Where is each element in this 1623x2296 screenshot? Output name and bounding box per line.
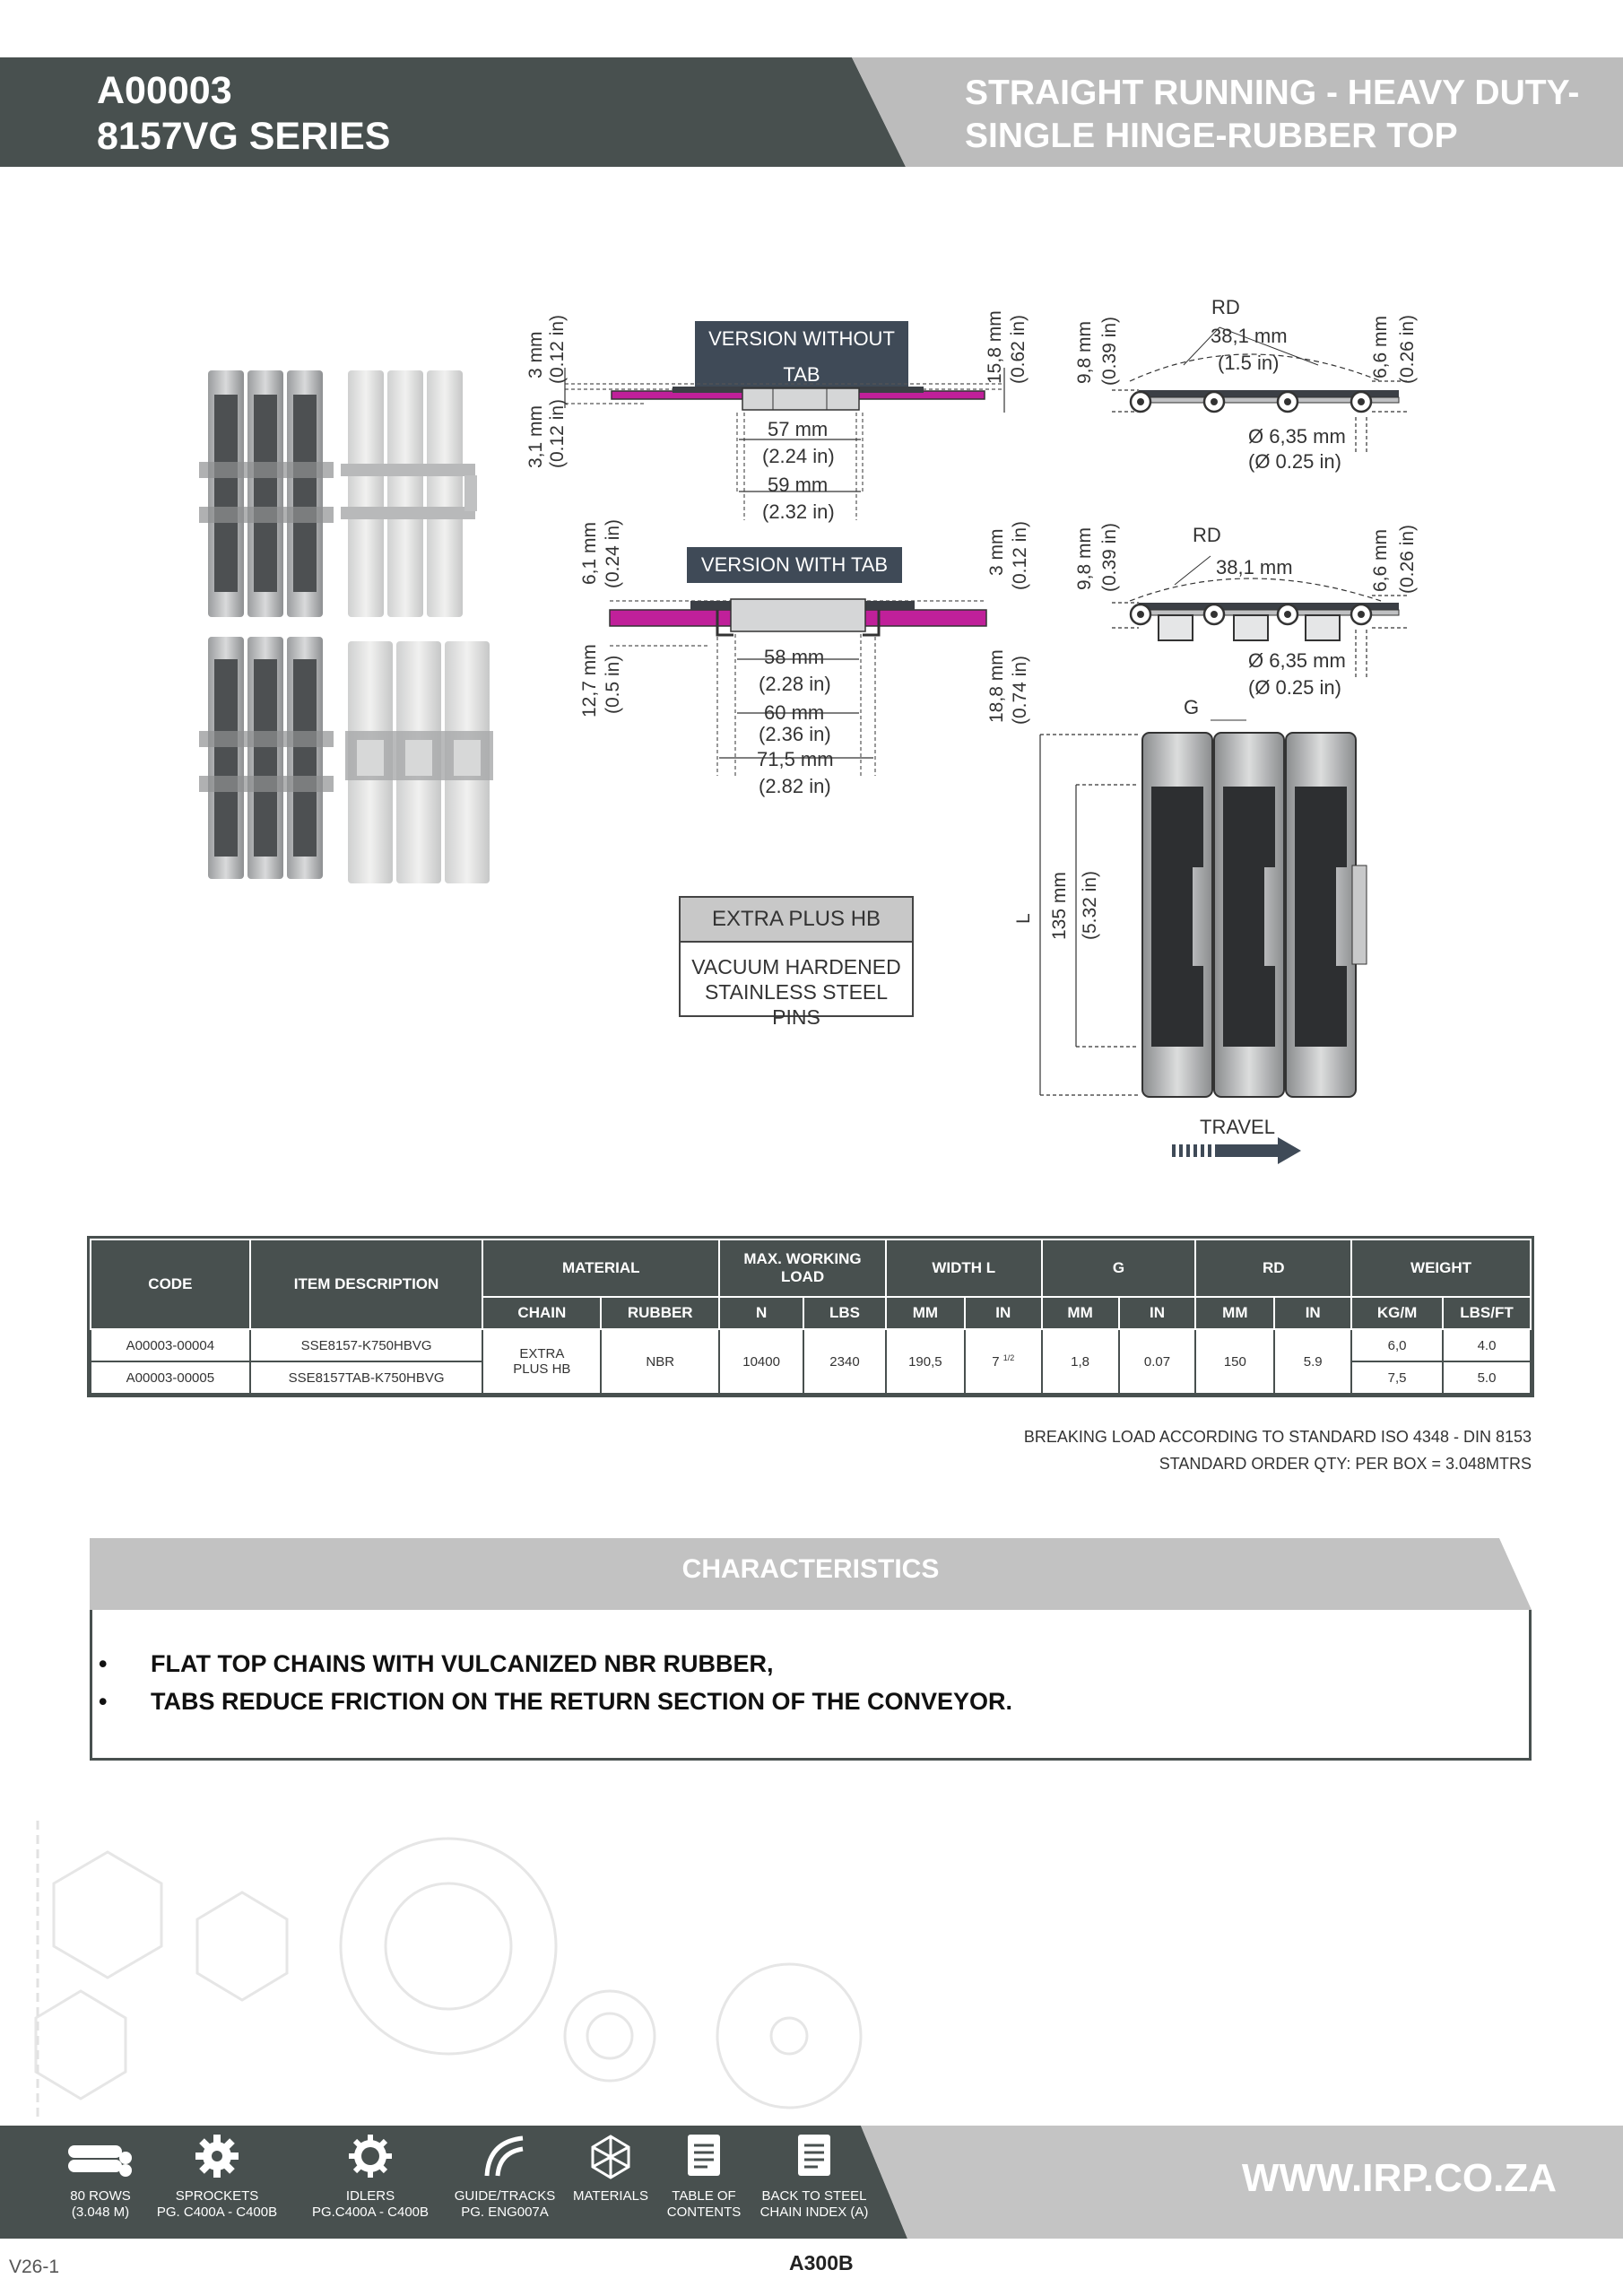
cell-rd-in: 5.9 [1274,1329,1351,1394]
pitch-38-1mm-top: 38,1 mm [1211,325,1288,347]
cell-chain: EXTRA PLUS HB [482,1329,601,1394]
footer-item-guides[interactable]: GUIDE/TRACKS PG. ENG007A [442,2133,568,2221]
dim-6-6mm-mid: 6,6 mm [1370,528,1391,592]
cell-kgm: 7,5 [1351,1361,1443,1394]
th-lbsft: LBS/FT [1443,1297,1531,1329]
idler-icon [347,2133,394,2179]
th-rubber: RUBBER [601,1297,719,1329]
dim-58mm: 58 mm [764,646,825,668]
th-n: N [719,1297,803,1329]
photo-underside-with-tab [345,641,493,883]
sprocket-icon [194,2133,240,2179]
travel-label: TRAVEL [1200,1116,1275,1138]
th-rd: RD [1195,1239,1351,1297]
characteristic-text: TABS REDUCE FRICTION ON THE RETURN SECTION OF THE CONVEYOR. [151,1688,1013,1715]
table-header-row-1 [91,1239,1531,1297]
pin-diameter-top-in: (Ø 0.25 in) [1248,450,1341,473]
extra-plus-line-2: STAINLESS STEEL PINS [704,980,889,1029]
dim-15-8mm-in: (0.62 in) [1008,314,1028,384]
bullet-icon: • [99,1688,108,1715]
dim-9-8mm-mid-in: (0.39 in) [1099,522,1120,592]
th-max-load: MAX. WORKING LOAD [719,1239,886,1297]
chain-photos [197,363,502,883]
dim-71-5mm-in: (2.82 in) [759,775,831,797]
series-name: 8157VG SERIES [97,115,391,158]
spec-table [90,1239,1532,1395]
characteristics-title: CHARACTERISTICS [681,1554,940,1584]
dim-3mm-top: 3 mm [525,331,546,378]
footer-item-idlers[interactable]: IDLERS PG.C400A - C400B [308,2133,433,2221]
version-label: V26-1 [9,2257,60,2277]
dim-6-1mm-in: (0.24 in) [603,518,623,588]
footer-item-rows[interactable]: 80 ROWS (3.048 M) [38,2133,163,2221]
travel-arrow-icon [1170,1137,1305,1164]
th-kgm: KG/M [1351,1297,1443,1329]
th-lbs: LBS [803,1297,886,1329]
footer-item-sprockets[interactable]: SPROCKETS PG. C400A - C400B [154,2133,280,2221]
rollers-icon [65,2133,136,2179]
extra-plus-title: EXTRA PLUS HB [681,898,912,943]
th-g-mm: MM [1042,1297,1119,1329]
extra-plus-line-1: VACUUM HARDENED [691,955,901,978]
th-code: CODE [91,1239,250,1329]
document-icon [794,2133,834,2179]
cell-item: SSE8157TAB-K750HBVG [250,1361,483,1394]
dim-59mm: 59 mm [768,474,829,496]
title-line-1: STRAIGHT RUNNING - HEAVY DUTY- [965,74,1580,112]
photo-underside-no-tab [341,370,477,617]
header-title-block [965,72,1579,158]
dim-60mm-in: (2.36 in) [759,723,831,745]
th-width-in: IN [965,1297,1042,1329]
footer-item-materials[interactable]: MATERIALS [548,2133,673,2205]
dim-6-1mm: 6,1 mm [579,521,600,585]
rd-label-top: RD [1211,296,1240,318]
footer-item-back-to-index[interactable]: BACK TO STEEL CHAIN INDEX (A) [751,2133,877,2221]
dim-57mm-in: (2.24 in) [762,445,835,467]
materials-icon [587,2133,634,2179]
l-label: L [1013,913,1034,924]
background-gears-decoration [0,1812,986,2121]
note-order-qty: STANDARD ORDER QTY: PER BOX = 3.048MTRS [1159,1455,1532,1473]
page-code: A300B [789,2251,854,2274]
dim-18-8mm-in: (0.74 in) [1010,655,1030,725]
pin-diameter-mid-in: (Ø 0.25 in) [1248,676,1341,699]
website-link[interactable]: WWW.IRP.CO.ZA [1241,2156,1557,2200]
dim-3-1mm-in: (0.12 in) [547,398,568,468]
dim-3mm-mid-in: (0.12 in) [1010,520,1030,590]
th-rd-in: IN [1274,1297,1351,1329]
list-item [99,1650,1175,1681]
dim-3mm-top-in: (0.12 in) [547,314,568,384]
th-width-mm: MM [886,1297,965,1329]
dim-135mm-in: (5.32 in) [1080,870,1100,940]
dim-15-8mm: 15,8 mm [985,310,1005,384]
dim-59mm-in: (2.32 in) [762,500,835,523]
th-weight: WEIGHT [1351,1239,1531,1297]
pitch-38-1mm-mid: 38,1 mm [1216,556,1293,578]
dim-6-6mm-top: 6,6 mm [1370,315,1391,378]
footer-item-contents[interactable]: TABLE OF CONTENTS [641,2133,767,2221]
cell-kgm: 6,0 [1351,1329,1443,1361]
header-code-block [97,68,390,160]
dim-12-7mm-in: (0.5 in) [603,655,623,714]
th-chain: CHAIN [482,1297,601,1329]
list-item [99,1688,1175,1718]
th-rd-mm: MM [1195,1297,1274,1329]
cell-lbsft: 5.0 [1443,1361,1531,1394]
th-g-in: IN [1119,1297,1196,1329]
cell-code: A00003-00005 [91,1361,250,1394]
document-icon [684,2133,724,2179]
cell-g-mm: 1,8 [1042,1329,1119,1394]
g-label: G [1184,696,1200,718]
note-breaking-load: BREAKING LOAD ACCORDING TO STANDARD ISO 4348 - DIN 8153 [1023,1428,1532,1446]
characteristic-text: FLAT TOP CHAINS WITH VULCANIZED NBR RUBBER, [151,1650,774,1677]
dim-58mm-in: (2.28 in) [759,673,831,695]
dim-9-8mm-top: 9,8 mm [1074,320,1095,384]
dim-135mm: 135 mm [1049,872,1070,940]
extra-plus-desc [681,943,912,1030]
version-with-tab-label: VERSION WITH TAB [687,547,902,583]
th-width: WIDTH L [886,1239,1042,1297]
dim-6-6mm-mid-in: (0.26 in) [1397,524,1418,594]
dim-57mm: 57 mm [768,418,829,440]
version-without-tab-label: VERSION WITHOUT TAB [695,321,908,393]
product-code: A00003 [97,69,232,112]
table-row [91,1329,1531,1361]
th-material: MATERIAL [482,1239,719,1297]
cell-g-in: 0.07 [1119,1329,1196,1394]
cell-code: A00003-00004 [91,1329,250,1361]
photo-rubber-top-no-tab [199,370,334,617]
dim-6-6mm-top-in: (0.26 in) [1397,314,1418,384]
characteristics-box [90,1610,1532,1761]
cell-item: SSE8157-K750HBVG [250,1329,483,1361]
dim-60mm: 60 mm [764,701,825,724]
cell-n: 10400 [719,1329,803,1394]
rd-label-mid: RD [1193,524,1221,546]
dim-71-5mm: 71,5 mm [757,748,834,770]
dim-12-7mm: 12,7 mm [579,644,600,718]
dim-18-8mm: 18,8 mm [986,649,1007,723]
dim-3mm-mid: 3 mm [986,528,1007,576]
cell-rd-mm: 150 [1195,1329,1274,1394]
pin-diameter-mid: Ø 6,35 mm [1248,649,1346,672]
pin-diameter-top: Ø 6,35 mm [1248,425,1346,448]
cell-lbsft: 4.0 [1443,1329,1531,1361]
cell-lbs: 2340 [803,1329,886,1394]
th-g: G [1042,1239,1196,1297]
photo-rubber-top-with-tab [199,637,334,879]
guide-track-icon [482,2133,528,2179]
extra-plus-box [679,896,914,1029]
width-in-whole: 7 [992,1354,1000,1370]
pitch-1-5in: (1.5 in) [1218,352,1280,374]
dim-3-1mm: 3,1 mm [525,404,546,468]
cell-width-in [965,1329,1042,1394]
bullet-icon: • [99,1650,108,1677]
cell-rubber: NBR [601,1329,719,1394]
th-item: ITEM DESCRIPTION [250,1239,483,1329]
title-line-2: SINGLE HINGE-RUBBER TOP [965,117,1458,155]
dim-9-8mm-top-in: (0.39 in) [1099,316,1120,386]
cell-width-mm: 190,5 [886,1329,965,1394]
width-in-fraction: 1/2 [1002,1353,1015,1362]
dim-9-8mm-mid: 9,8 mm [1074,526,1095,590]
